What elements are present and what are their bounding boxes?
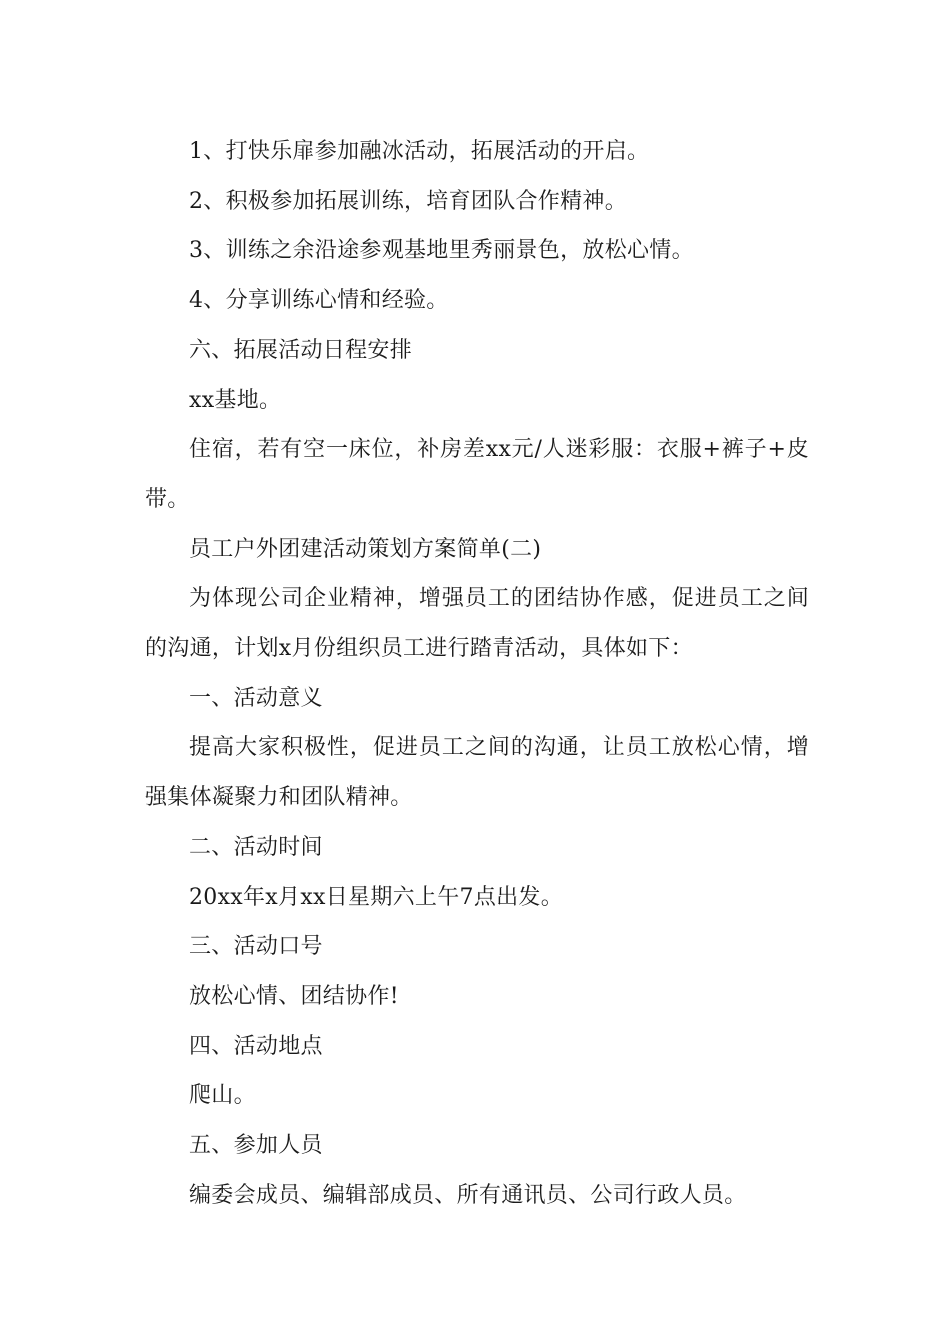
section-heading-participants: 五、参加人员 [189, 1133, 323, 1159]
paragraph-accommodation: 住宿，若有空一床位，补房差xx元/人迷彩服：衣服+裤子+皮带。 [145, 437, 809, 512]
section-heading-slogan: 三、活动口号 [189, 934, 323, 960]
paragraph-intro: 为体现公司企业精神，增强员工的团结协作感，促进员工之间的沟通，计划x月份组织员工进行踏青活动，具体如下： [145, 586, 809, 662]
paragraph-time: 20xx年x月xx日星期六上午7点出发。 [189, 884, 564, 910]
list-item-4: 4、分享训练心情和经验。 [189, 288, 449, 314]
paragraph-venue: 爬山。 [189, 1083, 256, 1109]
paragraph-participants: 编委会成员、编辑部成员、所有通讯员、公司行政人员。 [189, 1182, 747, 1208]
paragraph-location: xx基地。 [189, 387, 282, 413]
section-heading-schedule: 六、拓展活动日程安排 [189, 337, 413, 363]
section-heading-significance: 一、活动意义 [189, 685, 323, 711]
section-heading-time: 二、活动时间 [189, 834, 323, 860]
document-section-title: 员工户外团建活动策划方案简单(二) [189, 536, 542, 562]
section-heading-venue: 四、活动地点 [189, 1033, 323, 1059]
paragraph-significance: 提高大家积极性，促进员工之间的沟通，让员工放松心情，增强集体凝聚力和团队精神。 [145, 735, 809, 811]
list-item-1: 1、打快乐扉参加融冰活动，拓展活动的开启。 [189, 139, 650, 164]
list-item-3: 3、训练之余沿途参观基地里秀丽景色，放松心情。 [189, 238, 694, 264]
document-body [145, 127, 809, 1220]
paragraph-slogan: 放松心情、团结协作! [189, 983, 399, 1009]
list-item-2: 2、积极参加拓展训练，培育团队合作精神。 [189, 188, 627, 214]
